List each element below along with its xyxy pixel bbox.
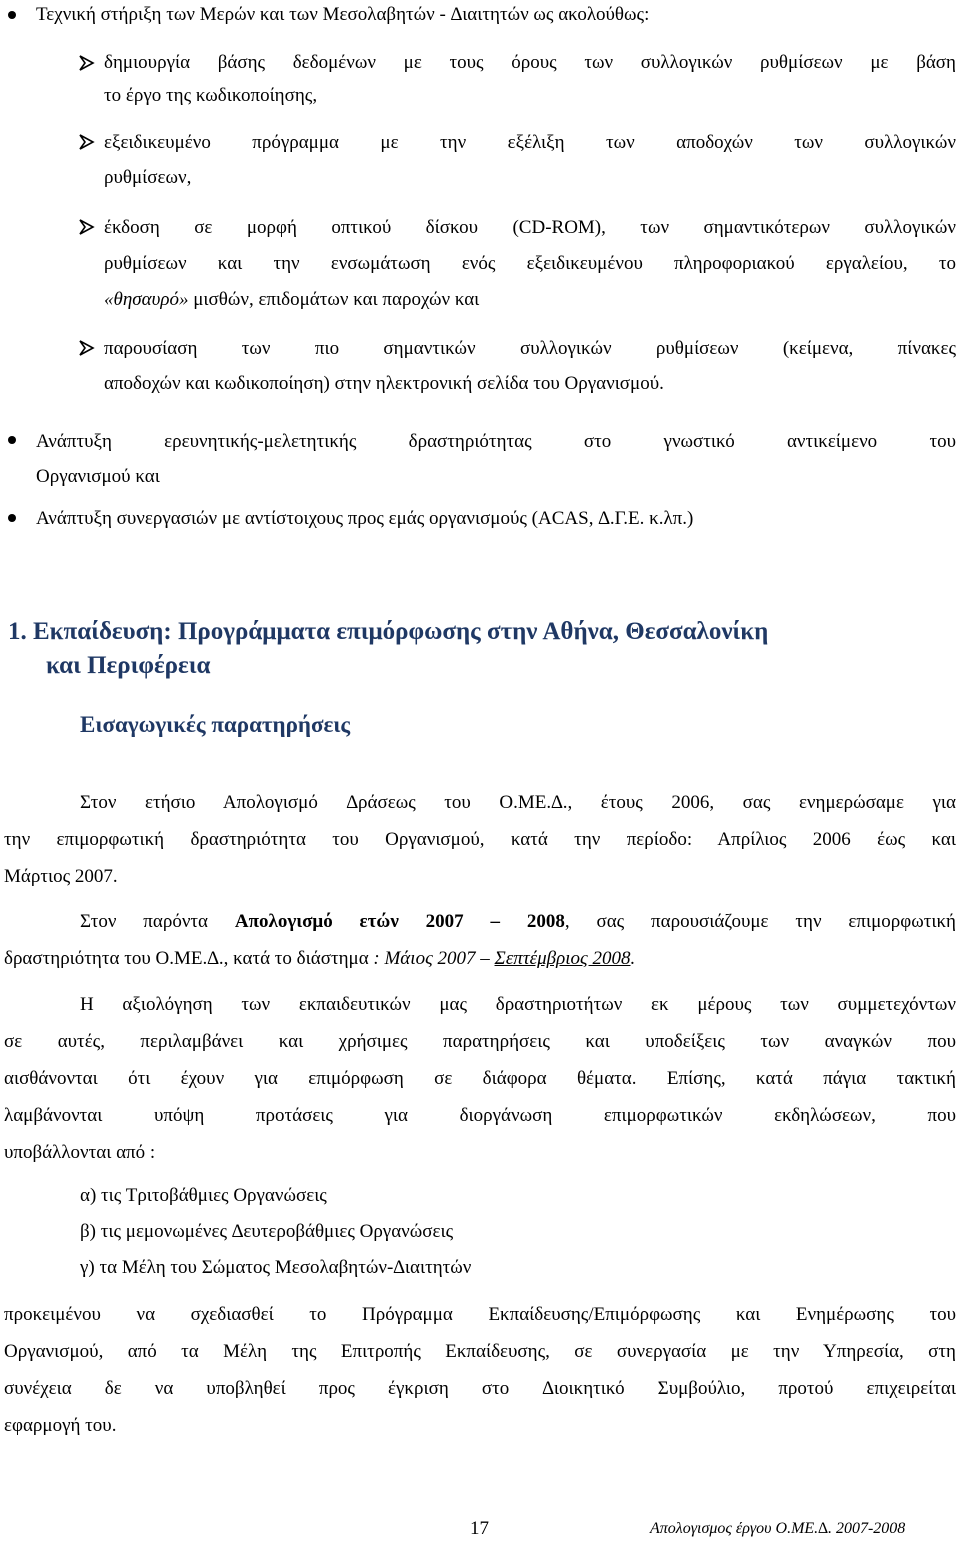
paragraph-program-design: προκειμένου να σχεδιασθεί το Πρόγραμμα Εκπαίδευσης/Επιμόρφωσης και Ενημέρωσης του Οργανισμού, από τα Μέλη της Επιτροπής Εκπαίδευσης, σε συνεργασία με την Υπηρεσία, στη συνέχεια δε να υποβληθεί προς έγκριση στο ∆ιοικητικό Συμβούλιο, προτού επιχειρείται εφαρμογή του.	[4, 1304, 956, 1436]
list-item: α) τις Τριτοβάθμιες Οργανώσεις	[80, 1185, 327, 1206]
paragraph-current-report: Στον παρόντα Απολογισμό ετών 2007 – 2008, σας παρουσιάζουμε την επιμορφωτική δραστηριότητα του Ο.ΜΕ.∆., κατά το διάστημα : Μάιος 2007 – Σεπτέμβριος 2008.	[4, 911, 956, 969]
sub-item-database: δημιουργία βάσης δεδομένων με τους όρους των συλλογικών ρυθμίσεων με βάση το έργο της κωδικοποίησης,	[104, 52, 956, 106]
bullet-icon	[8, 514, 16, 522]
bullet-text-technical-support: Τεχνική στήριξη των Μερών και των Μεσολαβητών - ∆ιαιτητών ως ακολούθως:	[36, 4, 650, 25]
period-end: Σεπτέμβριος 2008	[494, 948, 631, 969]
arrow-bullet-icon	[78, 54, 96, 72]
sub-item-presentation: παρουσίαση των πιο σημαντικών συλλογικών ρυθμίσεων (κείμενα, πίνακες αποδοχών και κωδικοποίηση) στην ηλεκτρονική σελίδα του Οργανισμού.	[104, 338, 956, 394]
paragraph-prior-report: Στον ετήσιο Απολογισμό ∆ράσεως του Ο.ΜΕ.∆., έτους 2006, σας ενημερώσαμε για την επιμορφωτική δραστηριότητα του Οργανισμού, κατά την περίοδο: Απρίλιος 2006 έως και Μάρτιος 2007.	[4, 792, 956, 887]
sub-item-program: εξειδικευμένο πρόγραμμα με την εξέλιξη των αποδοχών των συλλογικών ρυθμίσεων,	[104, 132, 956, 188]
bullet-icon	[8, 11, 16, 19]
bullet-text-cooperation: Ανάπτυξη συνεργασιών με αντίστοιχους προς εμάς οργανισμούς (ACAS, ∆.Γ.Ε. κ.λπ.)	[36, 508, 694, 529]
report-years: Απολογισμό ετών 2007 – 2008	[234, 911, 565, 932]
bullet-text-research: Ανάπτυξη ερευνητικής-μελετητικής δραστηριότητας στο γνωστικό αντικείμενο του Οργανισμού και	[36, 431, 956, 487]
footer-running-title: Απολογισμος έργου Ο.ΜΕ.∆. 2007-2008	[650, 1520, 906, 1537]
section-number: 1.	[8, 618, 27, 645]
arrow-bullet-icon	[78, 133, 96, 151]
arrow-bullet-icon	[78, 339, 96, 357]
section-heading	[8, 615, 768, 683]
section-title-line2: και Περιφέρεια	[46, 652, 211, 679]
page-number: 17	[470, 1518, 489, 1539]
submitter-list	[80, 1178, 471, 1286]
list-item: β) τις μεμονωμένες ∆ευτεροβάθμιες Οργανώσεις	[80, 1221, 454, 1242]
arrow-bullet-icon	[78, 218, 96, 236]
thesaurus-term: «θησαυρό»	[104, 289, 189, 310]
list-item: γ) τα Μέλη του Σώματος Μεσολαβητών-∆ιαιτητών	[80, 1257, 472, 1278]
section-title: Εκπαίδευση: Προγράμματα επιμόρφωσης στην Αθήνα, Θεσσαλονίκη	[33, 618, 769, 645]
bullet-icon	[8, 436, 16, 444]
sub-item-cdrom: έκδοση σε μορφή οπτικού δίσκου (CD-ROM), των σημαντικότερων συλλογικών ρυθμίσεων και την ενσωμάτωση ενός εξειδικευμένου πληροφοριακού εργαλείου, το «θησαυρό» μισθών, επιδομάτων και παροχών και	[104, 217, 956, 310]
section-subtitle: Εισαγωγικές παρατηρήσεις	[80, 712, 351, 737]
paragraph-evaluation: Η αξιολόγηση των εκπαιδευτικών μας δραστηριοτήτων εκ μέρους των συμμετεχόντων σε αυτές, περιλαμβάνει και χρήσιμες παρατηρήσεις και υποδείξεις των αναγκών που αισθάνονται ότι έχουν για επιμόρφωση σε διάφορα θέματα. Επίσης, κατά πάγια τακτική λαμβάνονται υπόψη προτάσεις για διοργάνωση επιμορφωτικών εκδηλώσεων, που υποβάλλονται από :	[4, 994, 956, 1163]
